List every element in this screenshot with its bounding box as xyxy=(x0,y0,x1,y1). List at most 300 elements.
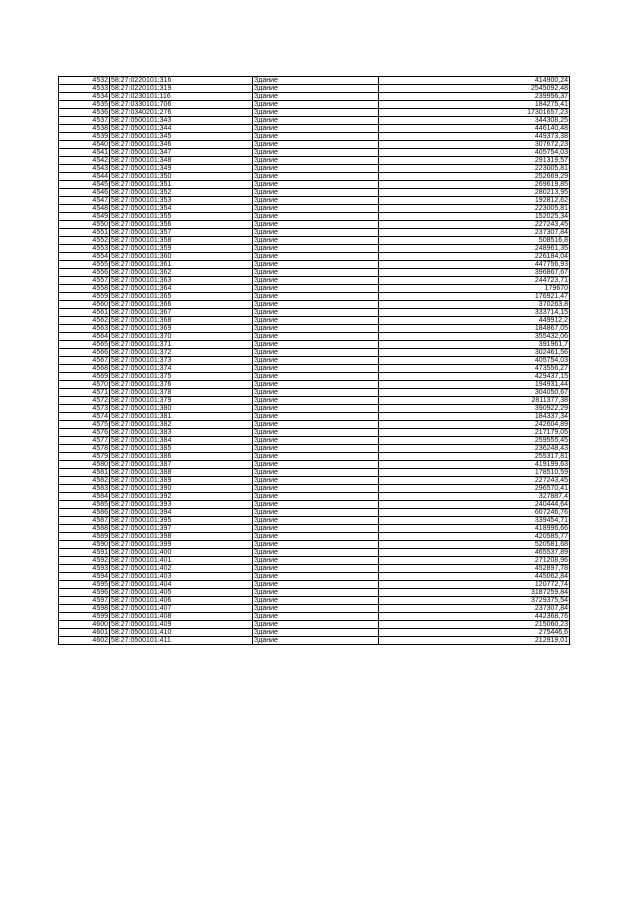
row-number: 4589 xyxy=(59,533,110,541)
row-number: 4595 xyxy=(59,581,110,589)
cadastral-value: 449373,38 xyxy=(379,133,570,141)
table-row xyxy=(59,349,570,357)
row-number: 4600 xyxy=(59,621,110,629)
cadastral-number: 58:27:0500101:388 xyxy=(110,469,253,477)
table-row xyxy=(59,413,570,421)
row-number: 4558 xyxy=(59,285,110,293)
object-type: Здание xyxy=(253,413,379,421)
table-row xyxy=(59,469,570,477)
table-row xyxy=(59,525,570,533)
object-type: Здание xyxy=(253,333,379,341)
cadastral-number: 58:27:0500101:406 xyxy=(110,597,253,605)
object-type: Здание xyxy=(253,221,379,229)
table-row xyxy=(59,245,570,253)
table-row xyxy=(59,277,570,285)
table-row xyxy=(59,381,570,389)
object-type: Здание xyxy=(253,597,379,605)
cadastral-number: 58:27:0500101:409 xyxy=(110,621,253,629)
table-row xyxy=(59,325,570,333)
object-type: Здание xyxy=(253,389,379,397)
object-type: Здание xyxy=(253,501,379,509)
table-row xyxy=(59,397,570,405)
row-number: 4596 xyxy=(59,589,110,597)
row-number: 4545 xyxy=(59,181,110,189)
row-number: 4575 xyxy=(59,421,110,429)
cadastral-value: 3729375,54 xyxy=(379,597,570,605)
cadastral-value: 244723,71 xyxy=(379,277,570,285)
table-row xyxy=(59,333,570,341)
table-row xyxy=(59,605,570,613)
row-number: 4602 xyxy=(59,637,110,645)
table-row xyxy=(59,165,570,173)
object-type: Здание xyxy=(253,205,379,213)
row-number: 4554 xyxy=(59,253,110,261)
object-type: Здание xyxy=(253,317,379,325)
row-number: 4565 xyxy=(59,341,110,349)
cadastral-number: 58:27:0500101:369 xyxy=(110,325,253,333)
object-type: Здание xyxy=(253,581,379,589)
row-number: 4539 xyxy=(59,133,110,141)
cadastral-value: 390922,29 xyxy=(379,405,570,413)
table-row xyxy=(59,589,570,597)
table-body xyxy=(59,77,570,645)
table-row xyxy=(59,317,570,325)
object-type: Здание xyxy=(253,85,379,93)
cadastral-value: 212919,01 xyxy=(379,637,570,645)
cadastral-number: 58:27:0500101:386 xyxy=(110,453,253,461)
object-type: Здание xyxy=(253,133,379,141)
row-number: 4553 xyxy=(59,245,110,253)
cadastral-value: 442368,76 xyxy=(379,613,570,621)
row-number: 4566 xyxy=(59,349,110,357)
cadastral-number: 58:27:0500101:390 xyxy=(110,485,253,493)
cadastral-value: 240444,64 xyxy=(379,501,570,509)
cadastral-number: 58:27:0500101:380 xyxy=(110,405,253,413)
object-type: Здание xyxy=(253,461,379,469)
cadastral-value: 271208,96 xyxy=(379,557,570,565)
object-type: Здание xyxy=(253,421,379,429)
table-row xyxy=(59,509,570,517)
object-type: Здание xyxy=(253,109,379,117)
cadastral-value-table xyxy=(58,76,570,645)
row-number: 4592 xyxy=(59,557,110,565)
row-number: 4601 xyxy=(59,629,110,637)
cadastral-number: 58:27:0220101:316 xyxy=(110,77,253,85)
cadastral-number: 58:27:0500101:346 xyxy=(110,141,253,149)
cadastral-number: 58:27:0500101:374 xyxy=(110,365,253,373)
table-row xyxy=(59,253,570,261)
cadastral-value: 237307,84 xyxy=(379,229,570,237)
object-type: Здание xyxy=(253,469,379,477)
cadastral-value: 223005,81 xyxy=(379,205,570,213)
object-type: Здание xyxy=(253,189,379,197)
cadastral-value: 275446,6 xyxy=(379,629,570,637)
cadastral-value: 226184,04 xyxy=(379,253,570,261)
row-number: 4590 xyxy=(59,541,110,549)
cadastral-value: 248961,35 xyxy=(379,245,570,253)
cadastral-value: 215060,23 xyxy=(379,621,570,629)
object-type: Здание xyxy=(253,269,379,277)
row-number: 4572 xyxy=(59,397,110,405)
object-type: Здание xyxy=(253,637,379,645)
row-number: 4534 xyxy=(59,93,110,101)
table-row xyxy=(59,221,570,229)
object-type: Здание xyxy=(253,493,379,501)
cadastral-value: 2545092,48 xyxy=(379,85,570,93)
cadastral-number: 58:27:0500101:378 xyxy=(110,389,253,397)
cadastral-value: 3187259,84 xyxy=(379,589,570,597)
cadastral-number: 58:27:0500101:373 xyxy=(110,357,253,365)
cadastral-value: 355432,06 xyxy=(379,333,570,341)
row-number: 4568 xyxy=(59,365,110,373)
cadastral-number: 58:27:0500101:366 xyxy=(110,301,253,309)
cadastral-number: 58:27:0330101:706 xyxy=(110,101,253,109)
row-number: 4585 xyxy=(59,501,110,509)
table-row xyxy=(59,597,570,605)
row-number: 4588 xyxy=(59,525,110,533)
cadastral-value: 152025,34 xyxy=(379,213,570,221)
object-type: Здание xyxy=(253,605,379,613)
row-number: 4549 xyxy=(59,213,110,221)
cadastral-number: 58:27:0500101:405 xyxy=(110,589,253,597)
cadastral-number: 58:27:0500101:385 xyxy=(110,445,253,453)
row-number: 4536 xyxy=(59,109,110,117)
object-type: Здание xyxy=(253,93,379,101)
cadastral-value: 179670 xyxy=(379,285,570,293)
cadastral-number: 58:27:0230101:116 xyxy=(110,93,253,101)
cadastral-number: 58:27:0500101:359 xyxy=(110,245,253,253)
cadastral-value: 445062,84 xyxy=(379,573,570,581)
cadastral-value: 447756,93 xyxy=(379,261,570,269)
table-row xyxy=(59,237,570,245)
table-row xyxy=(59,445,570,453)
object-type: Здание xyxy=(253,565,379,573)
cadastral-value: 255317,81 xyxy=(379,453,570,461)
object-type: Здание xyxy=(253,477,379,485)
cadastral-value: 17301657,23 xyxy=(379,109,570,117)
table-row xyxy=(59,581,570,589)
cadastral-number: 58:27:0500101:403 xyxy=(110,573,253,581)
cadastral-value: 184867,05 xyxy=(379,325,570,333)
table-row xyxy=(59,549,570,557)
object-type: Здание xyxy=(253,349,379,357)
row-number: 4580 xyxy=(59,461,110,469)
cadastral-value: 419199,63 xyxy=(379,461,570,469)
cadastral-value: 304050,67 xyxy=(379,389,570,397)
cadastral-number: 58:27:0500101:393 xyxy=(110,501,253,509)
cadastral-number: 58:27:0500101:382 xyxy=(110,421,253,429)
cadastral-value: 508516,8 xyxy=(379,237,570,245)
object-type: Здание xyxy=(253,77,379,85)
object-type: Здание xyxy=(253,149,379,157)
table-row xyxy=(59,133,570,141)
object-type: Здание xyxy=(253,445,379,453)
table-row xyxy=(59,421,570,429)
cadastral-value: 176921,47 xyxy=(379,293,570,301)
row-number: 4587 xyxy=(59,517,110,525)
cadastral-value: 452897,78 xyxy=(379,565,570,573)
table-row xyxy=(59,621,570,629)
row-number: 4562 xyxy=(59,317,110,325)
cadastral-number: 58:27:0500101:411 xyxy=(110,637,253,645)
object-type: Здание xyxy=(253,261,379,269)
table-row xyxy=(59,213,570,221)
table-row xyxy=(59,205,570,213)
table-row xyxy=(59,573,570,581)
cadastral-number: 58:27:0500101:351 xyxy=(110,181,253,189)
object-type: Здание xyxy=(253,357,379,365)
table-row xyxy=(59,493,570,501)
row-number: 4559 xyxy=(59,293,110,301)
row-number: 4567 xyxy=(59,357,110,365)
object-type: Здание xyxy=(253,101,379,109)
table-row xyxy=(59,261,570,269)
row-number: 4546 xyxy=(59,189,110,197)
cadastral-value: 414900,24 xyxy=(379,77,570,85)
table-row xyxy=(59,453,570,461)
cadastral-number: 58:27:0500101:367 xyxy=(110,309,253,317)
row-number: 4556 xyxy=(59,269,110,277)
object-type: Здание xyxy=(253,293,379,301)
row-number: 4594 xyxy=(59,573,110,581)
cadastral-value: 391961,7 xyxy=(379,341,570,349)
cadastral-number: 58:27:0500101:399 xyxy=(110,541,253,549)
object-type: Здание xyxy=(253,173,379,181)
cadastral-number: 58:27:0500101:384 xyxy=(110,437,253,445)
table-row xyxy=(59,125,570,133)
cadastral-number: 58:27:0500101:349 xyxy=(110,165,253,173)
row-number: 4557 xyxy=(59,277,110,285)
table-row xyxy=(59,637,570,645)
cadastral-value: 178510,59 xyxy=(379,469,570,477)
row-number: 4552 xyxy=(59,237,110,245)
object-type: Здание xyxy=(253,589,379,597)
object-type: Здание xyxy=(253,629,379,637)
row-number: 4584 xyxy=(59,493,110,501)
cadastral-number: 58:27:0500101:353 xyxy=(110,197,253,205)
table-row xyxy=(59,141,570,149)
row-number: 4583 xyxy=(59,485,110,493)
object-type: Здание xyxy=(253,621,379,629)
cadastral-number: 58:27:0500101:365 xyxy=(110,293,253,301)
cadastral-value: 344308,25 xyxy=(379,117,570,125)
table-row xyxy=(59,461,570,469)
row-number: 4586 xyxy=(59,509,110,517)
object-type: Здание xyxy=(253,429,379,437)
object-type: Здание xyxy=(253,485,379,493)
cadastral-value: 259555,45 xyxy=(379,437,570,445)
table-row xyxy=(59,613,570,621)
object-type: Здание xyxy=(253,157,379,165)
row-number: 4540 xyxy=(59,141,110,149)
cadastral-number: 58:27:0500101:358 xyxy=(110,237,253,245)
row-number: 4577 xyxy=(59,437,110,445)
object-type: Здание xyxy=(253,437,379,445)
cadastral-value: 194931,44 xyxy=(379,381,570,389)
cadastral-number: 58:27:0500101:408 xyxy=(110,613,253,621)
table-row xyxy=(59,109,570,117)
row-number: 4551 xyxy=(59,229,110,237)
row-number: 4579 xyxy=(59,453,110,461)
table-row xyxy=(59,285,570,293)
object-type: Здание xyxy=(253,453,379,461)
cadastral-number: 58:27:0500101:381 xyxy=(110,413,253,421)
cadastral-value: 227243,45 xyxy=(379,477,570,485)
table-row xyxy=(59,365,570,373)
object-type: Здание xyxy=(253,285,379,293)
cadastral-number: 58:27:0500101:363 xyxy=(110,277,253,285)
cadastral-value: 227243,45 xyxy=(379,221,570,229)
table-row xyxy=(59,269,570,277)
cadastral-value: 429437,15 xyxy=(379,373,570,381)
cadastral-value: 239956,37 xyxy=(379,93,570,101)
cadastral-number: 58:27:0500101:376 xyxy=(110,381,253,389)
object-type: Здание xyxy=(253,509,379,517)
cadastral-value: 280213,95 xyxy=(379,189,570,197)
cadastral-number: 58:27:0500101:370 xyxy=(110,333,253,341)
object-type: Здание xyxy=(253,613,379,621)
object-type: Здание xyxy=(253,277,379,285)
cadastral-value: 296570,41 xyxy=(379,485,570,493)
table-row xyxy=(59,629,570,637)
cadastral-value: 420585,77 xyxy=(379,533,570,541)
row-number: 4576 xyxy=(59,429,110,437)
cadastral-number: 58:27:0500101:355 xyxy=(110,213,253,221)
row-number: 4582 xyxy=(59,477,110,485)
object-type: Здание xyxy=(253,325,379,333)
cadastral-number: 58:27:0500101:400 xyxy=(110,549,253,557)
row-number: 4532 xyxy=(59,77,110,85)
cadastral-number: 58:27:0500101:410 xyxy=(110,629,253,637)
cadastral-number: 58:27:0500101:394 xyxy=(110,509,253,517)
row-number: 4542 xyxy=(59,157,110,165)
table-row xyxy=(59,477,570,485)
cadastral-value: 449912,2 xyxy=(379,317,570,325)
row-number: 4555 xyxy=(59,261,110,269)
cadastral-value: 370263,8 xyxy=(379,301,570,309)
cadastral-number: 58:27:0500101:392 xyxy=(110,493,253,501)
cadastral-number: 58:27:0500101:361 xyxy=(110,261,253,269)
cadastral-number: 58:27:0500101:368 xyxy=(110,317,253,325)
cadastral-value: 405754,03 xyxy=(379,357,570,365)
cadastral-value: 217179,05 xyxy=(379,429,570,437)
table-row xyxy=(59,437,570,445)
table-row xyxy=(59,517,570,525)
row-number: 4550 xyxy=(59,221,110,229)
row-number: 4574 xyxy=(59,413,110,421)
row-number: 4535 xyxy=(59,101,110,109)
table-row xyxy=(59,293,570,301)
cadastral-number: 58:27:0500101:375 xyxy=(110,373,253,381)
row-number: 4561 xyxy=(59,309,110,317)
row-number: 4533 xyxy=(59,85,110,93)
row-number: 4571 xyxy=(59,389,110,397)
cadastral-number: 58:27:0500101:407 xyxy=(110,605,253,613)
cadastral-value: 192812,62 xyxy=(379,197,570,205)
table-row xyxy=(59,77,570,85)
cadastral-number: 58:27:0500101:401 xyxy=(110,557,253,565)
cadastral-value: 333714,15 xyxy=(379,309,570,317)
table-row xyxy=(59,389,570,397)
cadastral-value: 465537,89 xyxy=(379,549,570,557)
cadastral-number: 58:27:0500101:389 xyxy=(110,477,253,485)
cadastral-number: 58:27:0500101:343 xyxy=(110,117,253,125)
cadastral-number: 58:27:0500101:354 xyxy=(110,205,253,213)
table-row xyxy=(59,181,570,189)
cadastral-value: 405754,03 xyxy=(379,149,570,157)
object-type: Здание xyxy=(253,245,379,253)
cadastral-number: 58:27:0500101:371 xyxy=(110,341,253,349)
object-type: Здание xyxy=(253,541,379,549)
object-type: Здание xyxy=(253,309,379,317)
table-row xyxy=(59,429,570,437)
table-row xyxy=(59,405,570,413)
cadastral-number: 58:27:0500101:397 xyxy=(110,525,253,533)
object-type: Здание xyxy=(253,301,379,309)
cadastral-number: 58:27:0500101:383 xyxy=(110,429,253,437)
table-row xyxy=(59,533,570,541)
cadastral-number: 58:27:0220101:319 xyxy=(110,85,253,93)
object-type: Здание xyxy=(253,197,379,205)
row-number: 4593 xyxy=(59,565,110,573)
row-number: 4547 xyxy=(59,197,110,205)
object-type: Здание xyxy=(253,381,379,389)
object-type: Здание xyxy=(253,557,379,565)
cadastral-number: 58:27:0500101:364 xyxy=(110,285,253,293)
object-type: Здание xyxy=(253,525,379,533)
cadastral-number: 58:27:0500101:402 xyxy=(110,565,253,573)
cadastral-value: 607246,76 xyxy=(379,509,570,517)
table-row xyxy=(59,485,570,493)
cadastral-value: 2811377,38 xyxy=(379,397,570,405)
cadastral-value: 396867,67 xyxy=(379,269,570,277)
table-row xyxy=(59,101,570,109)
cadastral-number: 58:27:0500101:344 xyxy=(110,125,253,133)
object-type: Здание xyxy=(253,341,379,349)
cadastral-value: 184275,41 xyxy=(379,101,570,109)
cadastral-number: 58:27:0500101:347 xyxy=(110,149,253,157)
object-type: Здание xyxy=(253,405,379,413)
row-number: 4591 xyxy=(59,549,110,557)
object-type: Здание xyxy=(253,533,379,541)
cadastral-value: 307672,23 xyxy=(379,141,570,149)
row-number: 4569 xyxy=(59,373,110,381)
cadastral-number: 58:27:0500101:348 xyxy=(110,157,253,165)
object-type: Здание xyxy=(253,549,379,557)
cadastral-number: 58:27:0500101:404 xyxy=(110,581,253,589)
table-row xyxy=(59,357,570,365)
table-row xyxy=(59,301,570,309)
object-type: Здание xyxy=(253,373,379,381)
row-number: 4581 xyxy=(59,469,110,477)
object-type: Здание xyxy=(253,165,379,173)
cadastral-number: 58:27:0500101:372 xyxy=(110,349,253,357)
table-row xyxy=(59,157,570,165)
row-number: 4570 xyxy=(59,381,110,389)
cadastral-number: 58:27:0500101:345 xyxy=(110,133,253,141)
row-number: 4541 xyxy=(59,149,110,157)
row-number: 4564 xyxy=(59,333,110,341)
cadastral-value: 236248,43 xyxy=(379,445,570,453)
cadastral-number: 58:27:0500101:398 xyxy=(110,533,253,541)
table-row xyxy=(59,565,570,573)
cadastral-value: 302461,56 xyxy=(379,349,570,357)
table-row xyxy=(59,93,570,101)
table-row xyxy=(59,189,570,197)
table-row xyxy=(59,85,570,93)
cadastral-value: 473556,27 xyxy=(379,365,570,373)
row-number: 4544 xyxy=(59,173,110,181)
